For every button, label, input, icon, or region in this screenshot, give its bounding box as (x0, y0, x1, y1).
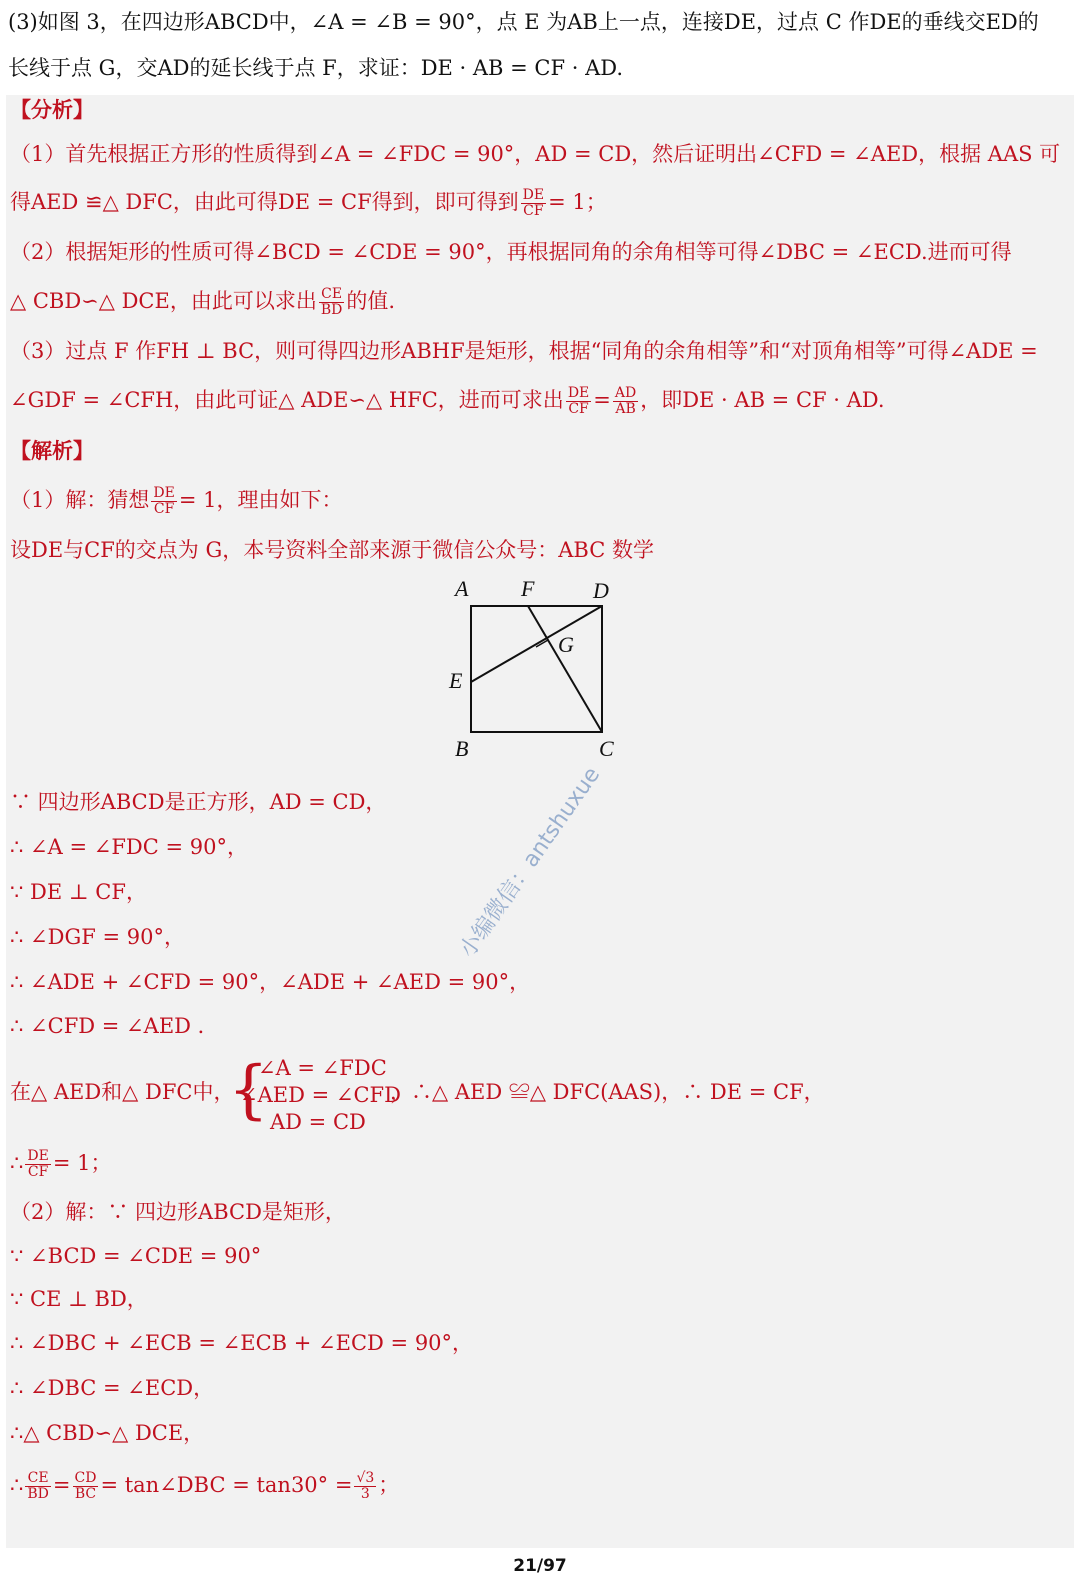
denominator: CF (153, 501, 175, 517)
proof-line: ∴ ∠A = ∠FDC = 90°， (10, 835, 248, 859)
system-row: ∠A = ∠FDC (258, 1056, 387, 1080)
solution-heading: 【解析】 (10, 439, 94, 463)
system-intro: 在△ AED和△ DFC中， (10, 1080, 235, 1104)
text: = 1； (548, 190, 607, 214)
proof-line: ∴ ∠DGF = 90°， (10, 925, 185, 949)
fraction-de-cf (566, 386, 591, 417)
analysis-p1-line1: （1）首先根据正方形的性质得到∠A = ∠FDC = 90°，AD = CD，然后证明出∠CFD = ∠AED，根据 AAS 可 (10, 142, 1061, 166)
text: = 1； (52, 1151, 112, 1175)
system-conclusion: ，∴△ AED ≌△ DFC(AAS)，∴ DE = CF， (390, 1080, 825, 1104)
text: 的值. (346, 289, 396, 313)
denominator: 3 (360, 1486, 370, 1502)
part2-line: ∴ ∠DBC = ∠ECD， (10, 1376, 215, 1400)
label-f: F (521, 576, 535, 601)
solution-setup: 设DE与CF的交点为 G，本号资料全部来源于微信公众号：ABC 数学 (10, 538, 654, 562)
label-d: D (593, 578, 609, 603)
numerator: DE (27, 1148, 49, 1164)
solution-sheet (6, 95, 1074, 1548)
fraction-cd-bc (73, 1471, 99, 1502)
numerator: CE (319, 287, 345, 303)
text: （1）解：猜想 (10, 488, 150, 512)
label-g: G (558, 632, 574, 657)
denominator: BC (74, 1486, 97, 1502)
numerator: CD (74, 1470, 97, 1486)
problem-statement (0, 0, 1080, 95)
fraction-de-cf (25, 1149, 50, 1180)
proof-line: ∴ ∠ADE + ∠CFD = 90°，∠ADE + ∠AED = 90°， (10, 970, 531, 994)
text: ∠GDF = ∠CFH，由此可证△ ADE∽△ HFC，进而可求出 (10, 388, 564, 412)
analysis-p3-line1: （3）过点 F 作FH ⊥ BC，则可得四边形ABHF是矩形，根据“同角的余角相等”和“对顶角相等”可得∠ADE = (10, 339, 1038, 363)
fraction-de-cf (151, 486, 176, 517)
problem-line-1: (3)如图 3，在四边形ABCD中，∠A = ∠B = 90°，点 E 为AB上一点，连接DE，过点 C 作DE的垂线交ED的 (8, 10, 1039, 34)
part2-line: ∴ ∠DBC + ∠ECB = ∠ECB + ∠ECD = 90°， (10, 1331, 474, 1355)
denominator: BD (320, 302, 343, 318)
analysis-p2-line1: （2）根据矩形的性质可得∠BCD = ∠CDE = 90°，再根据同角的余角相等可得∠DBC = ∠ECD.进而可得 (10, 240, 1012, 264)
denominator: CF (27, 1164, 49, 1180)
denominator: BD (27, 1486, 49, 1502)
final-equation (10, 1470, 399, 1502)
problem-line-2: 长线于点 G，交AD的延长线于点 F，求证：DE · AB = CF · AD. (8, 56, 624, 80)
analysis-p2-line2 (10, 286, 395, 318)
numerator: DE (567, 385, 590, 401)
fraction-ce-bd (319, 287, 345, 318)
denominator: CF (523, 203, 544, 219)
part2-line: ∵ CE ⊥ BD， (10, 1287, 148, 1311)
numerator: DE (522, 187, 545, 203)
system-row: AD = CD (270, 1110, 366, 1134)
text: ； (378, 1473, 400, 1497)
text: ∴ (10, 1151, 24, 1175)
numerator: AD (614, 385, 637, 401)
square-figure (441, 570, 661, 760)
text: = (52, 1473, 71, 1497)
text: = tan∠DBC = tan30° = (100, 1473, 353, 1497)
proof-line: ∴ ∠CFD = ∠AED ． (10, 1014, 219, 1038)
segment-ed (471, 606, 602, 682)
proof-line: ∵ DE ⊥ CF， (10, 880, 147, 904)
text: = 1，理由如下： (178, 488, 343, 512)
left-brace: { (228, 1053, 269, 1127)
fraction-sqrt3-3 (354, 1471, 376, 1502)
solution-guess (10, 485, 342, 517)
numerator: DE (153, 485, 175, 501)
text: ，即DE · AB = CF · AD. (640, 388, 885, 412)
text: = (593, 388, 611, 412)
text: ∴ (10, 1473, 24, 1497)
denominator: CF (568, 401, 589, 417)
text: △ CBD∽△ DCE，由此可以求出 (10, 289, 317, 313)
figure-svg (441, 570, 661, 760)
analysis-p1-line2 (10, 187, 607, 219)
page-number: 21/97 (513, 1556, 567, 1576)
numerator: CE (25, 1471, 51, 1487)
analysis-heading: 【分析】 (10, 98, 94, 122)
fraction-ce-bd (25, 1471, 51, 1502)
ratio-conclusion (10, 1148, 111, 1180)
label-c: C (599, 736, 614, 760)
label-b: B (455, 736, 469, 760)
part2-line: ∴△ CBD∽△ DCE， (10, 1421, 205, 1445)
fraction-de-cf (521, 188, 546, 219)
text: 得AED ≌△ DFC，由此可得DE = CF得到，即可得到 (10, 190, 519, 214)
label-e: E (449, 668, 463, 693)
square-abcd (471, 606, 602, 732)
label-a: A (455, 576, 469, 601)
fraction-ad-ab (613, 386, 638, 417)
watermark: 小编微信：antshuxue (455, 762, 606, 963)
proof-line: ∵ 四边形ABCD是正方形，AD = CD， (10, 790, 387, 814)
part2-line: （2）解：∵ 四边形ABCD是矩形， (10, 1200, 346, 1224)
part2-line: ∵ ∠BCD = ∠CDE = 90° (10, 1244, 262, 1268)
system-row: ∠AED = ∠CFD (240, 1083, 401, 1107)
segment-fc (528, 606, 602, 732)
numerator: √3 (356, 1470, 375, 1486)
analysis-p3-line2 (10, 385, 885, 417)
denominator: AB (615, 401, 636, 417)
